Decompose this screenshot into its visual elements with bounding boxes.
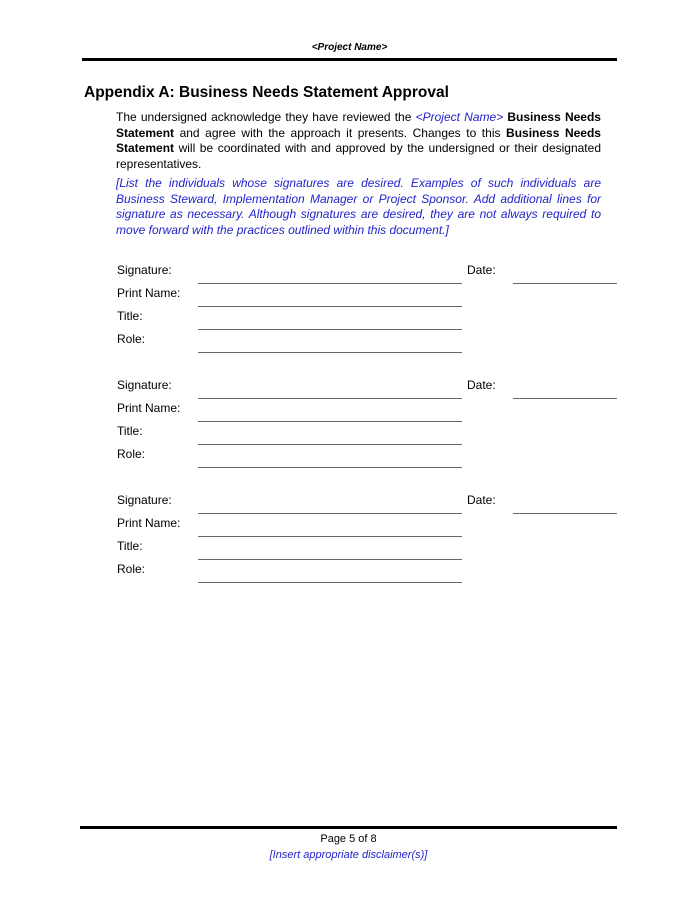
signature-label: Signature: bbox=[117, 378, 172, 392]
signature-label: Signature: bbox=[117, 493, 172, 507]
signature-line bbox=[198, 263, 462, 284]
print-name-row bbox=[117, 401, 696, 424]
page-number: Page 5 of 8 bbox=[320, 833, 377, 845]
intro-text-2: and agree with the approach it presents. Changes to this bbox=[174, 125, 507, 140]
title-row bbox=[117, 309, 696, 332]
print-name-label: Print Name: bbox=[117, 516, 181, 530]
intro-text-3: will be coordinated with and approved by the undersigned or their designated representatives. bbox=[116, 141, 601, 171]
instruction-placeholder-note: [List the individuals whose signatures are desired. Examples of such individuals are Business Steward, Implementation Manager or Project Sponsor. Add additional lines for signature as necessary. Although signatures are desired, they are not always required to move forward with the practices outlined within this document.] bbox=[116, 176, 601, 237]
intro-paragraph bbox=[116, 110, 601, 172]
signature-label: Signature: bbox=[117, 263, 172, 277]
print-name-line bbox=[198, 286, 462, 307]
print-name-label: Print Name: bbox=[117, 286, 181, 300]
print-name-label: Print Name: bbox=[117, 401, 181, 415]
signature-block-1 bbox=[117, 263, 696, 355]
signature-row bbox=[117, 378, 696, 401]
signature-section bbox=[0, 263, 696, 585]
page-footer bbox=[80, 826, 617, 862]
disclaimer-placeholder: [Insert appropriate disclaimer(s)] bbox=[269, 849, 428, 861]
intro-text-1: The undersigned acknowledge they have reviewed the bbox=[116, 110, 416, 124]
date-label: Date: bbox=[467, 263, 496, 277]
role-label: Role: bbox=[117, 447, 146, 461]
role-label: Role: bbox=[117, 562, 146, 576]
print-name-row bbox=[117, 286, 696, 309]
date-line bbox=[513, 378, 617, 399]
signature-block-2 bbox=[117, 378, 696, 470]
title-line bbox=[198, 539, 462, 560]
title-line bbox=[198, 309, 462, 330]
title-label: Title: bbox=[117, 539, 143, 553]
date-label: Date: bbox=[467, 378, 496, 392]
role-line bbox=[198, 562, 462, 583]
header-project-name: <Project Name> bbox=[311, 42, 388, 53]
intro-bold-1: Business Needs Statement bbox=[116, 110, 601, 140]
page-header bbox=[82, 37, 617, 61]
date-line bbox=[513, 493, 617, 514]
title-line bbox=[198, 424, 462, 445]
role-row bbox=[117, 332, 696, 355]
intro-bold-2: Business Needs Statement bbox=[116, 125, 601, 155]
title-label: Title: bbox=[117, 424, 143, 438]
signature-line bbox=[198, 493, 462, 514]
role-label: Role: bbox=[117, 332, 146, 346]
role-line bbox=[198, 332, 462, 353]
date-line bbox=[513, 263, 617, 284]
signature-row bbox=[117, 263, 696, 286]
role-row bbox=[117, 562, 696, 585]
signature-line bbox=[198, 378, 462, 399]
project-name-placeholder: <Project Name> bbox=[415, 110, 504, 124]
title-label: Title: bbox=[117, 309, 143, 323]
title-row bbox=[117, 424, 696, 447]
signature-block-3 bbox=[117, 493, 696, 585]
role-line bbox=[198, 447, 462, 468]
print-name-line bbox=[198, 401, 462, 422]
date-label: Date: bbox=[467, 493, 496, 507]
print-name-line bbox=[198, 516, 462, 537]
print-name-row bbox=[117, 516, 696, 539]
signature-row bbox=[117, 493, 696, 516]
title-row bbox=[117, 539, 696, 562]
appendix-title: Appendix A: Business Needs Statement Approval bbox=[84, 84, 449, 101]
role-row bbox=[117, 447, 696, 470]
